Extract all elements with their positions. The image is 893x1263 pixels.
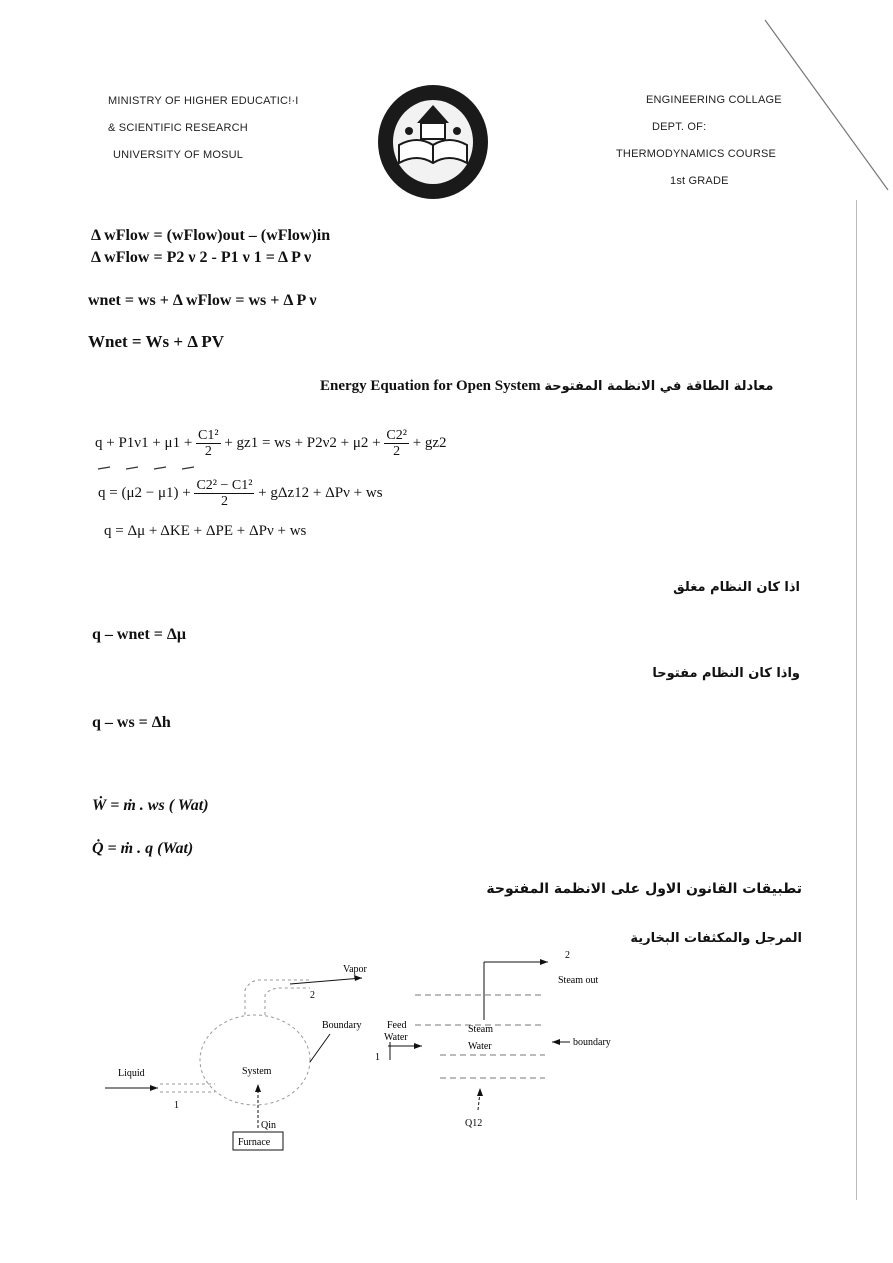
system-label: System [242, 1066, 272, 1077]
open-system-eq: q – ws = Δh [92, 714, 171, 731]
qin-label: Qin [261, 1120, 276, 1131]
net-work-eq-total: Wnet = Ws + Δ PV [88, 332, 224, 351]
applications-title: تطبيقات القانون الاول على الانظمة المفتوحة [486, 881, 802, 897]
handwritten-underline [96, 463, 206, 473]
state-1-left: 1 [174, 1100, 179, 1111]
energy-equation-title-ar: معادلة الطاقة في الانظمة المفتوحة [544, 379, 774, 394]
flow-work-eq-2: Δ wFlow = P2 ν 2 - P1 ν 1 = Δ P ν [91, 249, 312, 266]
delta-ke-fraction: $\frac{\text{C2² − C1²}}{2}$ [196, 478, 253, 509]
energy-eq-full-right: + gz2 [412, 435, 447, 451]
header-ministry: MINISTRY OF HIGHER EDUCATIC!·I [108, 95, 299, 107]
boundary-right-label: boundary [573, 1037, 611, 1048]
vapor-label: Vapor [343, 964, 367, 975]
system-boundary-ellipse [200, 1015, 310, 1105]
vapor-arrow-line [290, 978, 362, 984]
closed-system-eq: q – wnet = Δμ [92, 626, 186, 643]
furnace-label: Furnace [238, 1137, 271, 1148]
energy-eq-expanded-left: q = (μ2 − μ1) + [98, 485, 191, 501]
steam-out-label: Steam out [558, 975, 599, 986]
state-2-right: 2 [565, 950, 570, 961]
boundary-left-label: Boundary [322, 1020, 362, 1031]
open-system-label: واذا كان النظام مفتوحا [652, 666, 800, 681]
liquid-arrowhead [150, 1085, 158, 1091]
steam-label: Steam [468, 1024, 493, 1035]
header-university: UNIVERSITY OF MOSUL [113, 149, 244, 161]
liquid-label: Liquid [118, 1068, 145, 1079]
energy-eq-full-mid: + gz1 = ws + P2ν2 + μ2 + [224, 435, 381, 451]
net-work-eq-specific: wnet = ws + Δ wFlow = ws + Δ P ν [88, 292, 317, 309]
feed-water-label-2: Water [384, 1032, 408, 1043]
scan-diagonal-line [760, 15, 893, 205]
q12-label: Q12 [465, 1118, 483, 1129]
heat-rate-eq: Q̇ = ṁ . q (Wat) [92, 840, 194, 857]
state-2-left: 2 [310, 990, 315, 1001]
header-grade: 1st GRADE [670, 175, 729, 187]
feed-water-label: Feed [387, 1020, 407, 1031]
qin-arrowhead [255, 1084, 261, 1092]
state-1-right: 1 [375, 1052, 380, 1063]
water-label: Water [468, 1041, 492, 1052]
flow-work-eq-1: Δ wFlow = (wFlow)out – (wFlow)in [91, 227, 331, 244]
closed-system-label: اذا كان النظام مغلق [673, 580, 800, 595]
vapor-arrowhead [354, 975, 362, 981]
scan-edge-line [856, 200, 857, 1200]
header-research: & SCIENTIFIC RESEARCH [108, 122, 248, 134]
applications-subtitle: المرجل والمكثفات البخارية [630, 931, 802, 946]
energy-eq-compact: q = Δμ + ΔKE + ΔPE + ΔPν + ws [104, 523, 307, 539]
energy-equation-title-en: Energy Equation for Open System [320, 378, 541, 394]
energy-eq-full [95, 428, 447, 459]
header-dept: DEPT. OF: [652, 121, 707, 133]
energy-eq-full-left: q + P1ν1 + μ1 + [95, 435, 193, 451]
energy-eq-expanded [98, 478, 383, 509]
energy-equation-title [320, 378, 773, 395]
power-rate-eq: Ẇ = ṁ . ws ( Wat) [92, 797, 209, 814]
header-course: THERMODYNAMICS COURSE [616, 148, 777, 160]
university-logo [377, 83, 490, 201]
boiler-diagram [100, 950, 660, 1160]
energy-eq-expanded-right: + gΔz12 + ΔPν + ws [258, 485, 383, 501]
ke2-fraction: $\frac{\text{C2²}}{2}$ [386, 428, 407, 459]
ke1-fraction: $\frac{\text{C1²}}{2}$ [198, 428, 219, 459]
header-college: ENGINEERING COLLAGE [646, 94, 782, 106]
